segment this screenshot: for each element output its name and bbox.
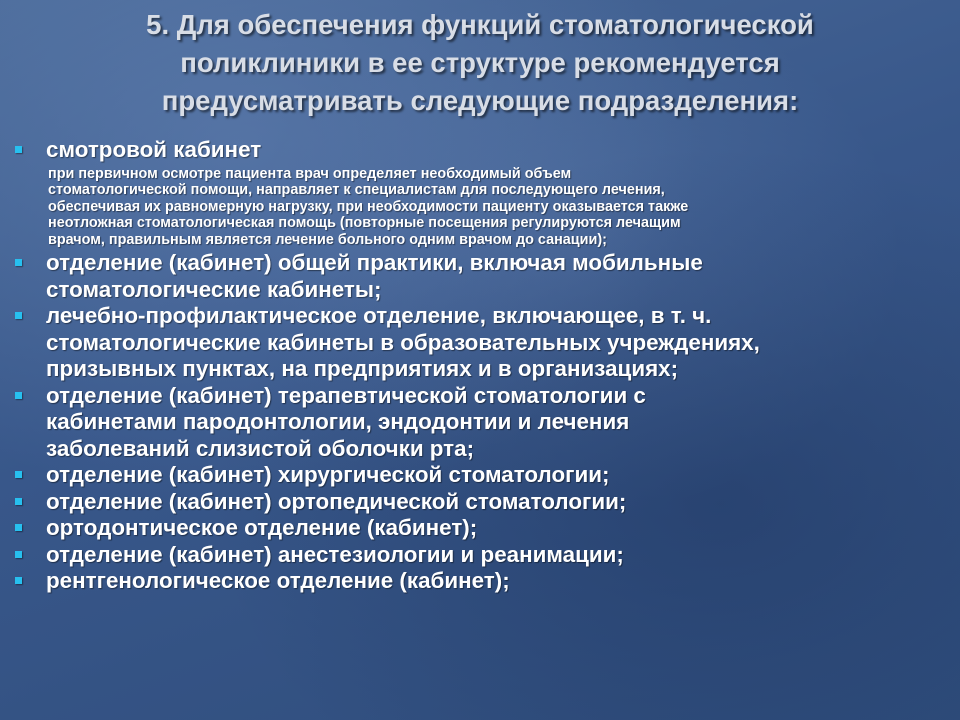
item-text: ортодонтическое отделение (кабинет); [46,515,478,540]
square-bullet-icon [15,577,22,584]
item-text: кабинетами пародонтологии, эндодонтии и лечения [46,409,630,434]
square-bullet-icon [15,471,22,478]
item-text: стоматологические кабинеты; [46,276,382,302]
list-item [12,462,947,489]
square-bullet-icon [15,312,22,319]
list-item [12,383,947,463]
item-text: лечебно-профилактическое отделение, включающее, в т. ч. [46,303,712,328]
list-item [12,137,947,248]
list-item [12,489,947,516]
item-text: отделение (кабинет) анестезиологии и реанимации; [46,541,624,567]
list-item [12,303,947,383]
item-text: заболеваний слизистой оболочки рта; [46,435,475,461]
list-item [12,542,947,569]
square-bullet-icon [15,259,22,266]
detail-line: обеспечивая их равномерную нагрузку, при необходимости пациенту оказывается также [48,198,689,215]
item-text: отделение (кабинет) ортопедической стоматологии; [46,488,627,514]
item-text: отделение (кабинет) терапевтической стоматологии с [46,382,646,408]
item-text: рентгенологическое отделение (кабинет); [46,568,510,593]
detail-line: стоматологической помощи, направляет к специалистам для последующего лечения, [48,182,665,198]
square-bullet-icon [15,498,22,505]
slide-title [40,6,920,120]
square-bullet-icon [15,146,22,153]
list-item [12,250,947,303]
title-line: поликлиники в ее структуре рекомендуется [180,47,780,78]
detail-line: врачом, правильным является лечение больного одним врачом до санации); [48,231,607,248]
list-item [12,515,947,542]
square-bullet-icon [15,524,22,531]
square-bullet-icon [15,392,22,399]
detail-line: при первичном осмотре пациента врач определяет необходимый объем [48,165,572,182]
detail-line: неотложная стоматологическая помощь (повторные посещения регулируются лечащим [48,215,681,231]
item-details [46,166,947,249]
item-text: стоматологические кабинеты в образовательных учреждениях, [46,329,760,355]
item-text: призывных пунктах, на предприятиях и в организациях; [46,356,679,381]
subdivisions-list [12,137,947,595]
list-item [12,568,947,595]
item-text: смотровой кабинет [46,137,262,162]
item-text: отделение (кабинет) хирургической стоматологии; [46,462,610,487]
title-line: 5. Для обеспечения функций стоматологической [146,9,814,40]
title-line: предусматривать следующие подразделения: [161,85,799,116]
square-bullet-icon [15,551,22,558]
item-text: отделение (кабинет) общей практики, включая мобильные [46,250,703,275]
